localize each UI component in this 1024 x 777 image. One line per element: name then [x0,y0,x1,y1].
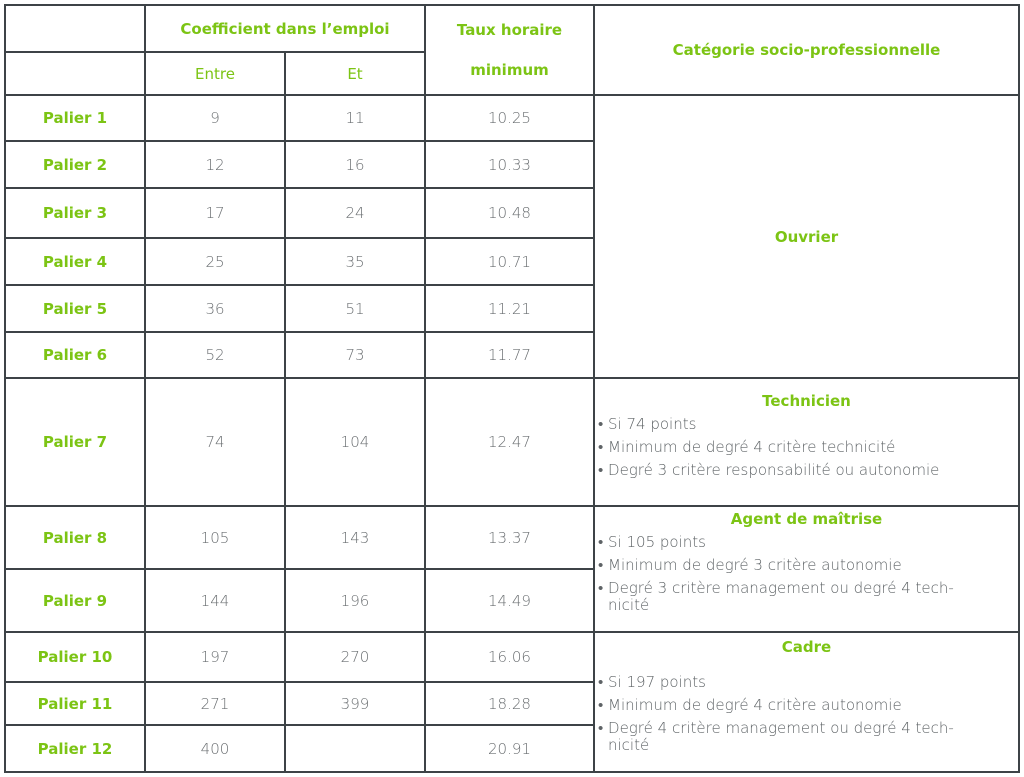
palier-label: Palier 11 [37,694,113,713]
header-entre: Entre [195,64,235,83]
category-technicien [594,392,1019,479]
entre-value: 17 [205,204,225,222]
taux-value: 10.33 [488,155,531,174]
palier-label: Palier 9 [42,591,108,610]
et-value: 11 [345,109,365,127]
et-value: 51 [345,299,365,318]
palier-label: Palier 7 [42,433,108,451]
et-value: 196 [340,591,370,610]
category-title: Agent de maîtrise [730,510,883,528]
category-title: Technicien [762,392,851,410]
taux-value: 11.21 [488,299,531,318]
entre-value: 105 [200,528,230,547]
palier-label: Palier 3 [42,204,108,222]
category-criterion: • Degré 3 critère responsabilité ou autonomie [598,461,940,479]
taux-value: 13.37 [488,528,531,547]
palier-label: Palier 4 [42,252,108,271]
category-title: Cadre [781,638,832,656]
taux-value: 10.71 [488,252,531,271]
category-criterion: • Minimum de degré 4 critère autonomie [598,696,902,714]
category-criterion: • Minimum de degré 3 critère autonomie [598,556,902,574]
category-criterion: nicité [608,596,650,614]
category-criterion: • Si 197 points [598,673,706,691]
taux-value: 10.48 [488,204,531,222]
taux-value: 20.91 [488,739,531,758]
entre-value: 197 [200,648,230,666]
palier-label: Palier 5 [42,299,108,318]
header-categorie: Catégorie socio-professionnelle [672,41,941,59]
entre-value: 36 [205,299,225,318]
et-value: 399 [340,694,370,713]
entre-value: 9 [210,109,220,127]
header-taux-line2: minimum [470,61,549,79]
et-value: 270 [340,648,370,666]
et-value: 16 [345,155,365,174]
category-criterion: • Si 105 points [598,533,706,551]
taux-value: 10.25 [488,109,531,127]
et-value: 104 [340,433,370,451]
palier-label: Palier 12 [37,739,113,758]
category-ouvrier: Ouvrier [774,227,839,246]
header-coefficient: Coefficient dans l’emploi [180,19,390,38]
palier-label: Palier 10 [37,648,113,666]
palier-label: Palier 6 [42,346,108,364]
category-criterion: • Degré 4 critère management ou degré 4 tech- [598,719,954,737]
taux-value: 18.28 [488,694,531,713]
taux-value: 14.49 [488,591,531,610]
entre-value: 271 [200,694,230,713]
category-agent-de-maitrise [594,510,1019,614]
palier-label: Palier 8 [42,528,108,547]
header-et: Et [347,64,363,83]
et-value: 24 [345,204,365,222]
palier-label: Palier 1 [42,109,108,127]
taux-value: 11.77 [488,346,531,364]
et-value: 143 [340,528,370,547]
taux-value: 12.47 [488,433,531,451]
palier-label: Palier 2 [42,155,108,174]
entre-value: 74 [205,433,225,451]
category-criterion: • Degré 3 critère management ou degré 4 tech- [598,579,954,597]
et-value: 73 [345,346,365,364]
entre-value: 144 [200,591,230,610]
entre-value: 52 [205,346,225,364]
header-taux-line1: Taux horaire [456,21,563,39]
category-criterion: • Minimum de degré 4 critère technicité [598,438,896,456]
entre-value: 25 [205,252,225,271]
et-value [285,725,425,772]
category-cadre [594,638,1019,754]
entre-value: 12 [205,155,225,174]
header-taux [425,5,594,95]
entre-value: 400 [200,739,230,758]
taux-value: 16.06 [488,648,531,666]
category-criterion: • Si 74 points [598,415,697,433]
category-criterion: nicité [608,736,650,754]
et-value: 35 [345,252,365,271]
